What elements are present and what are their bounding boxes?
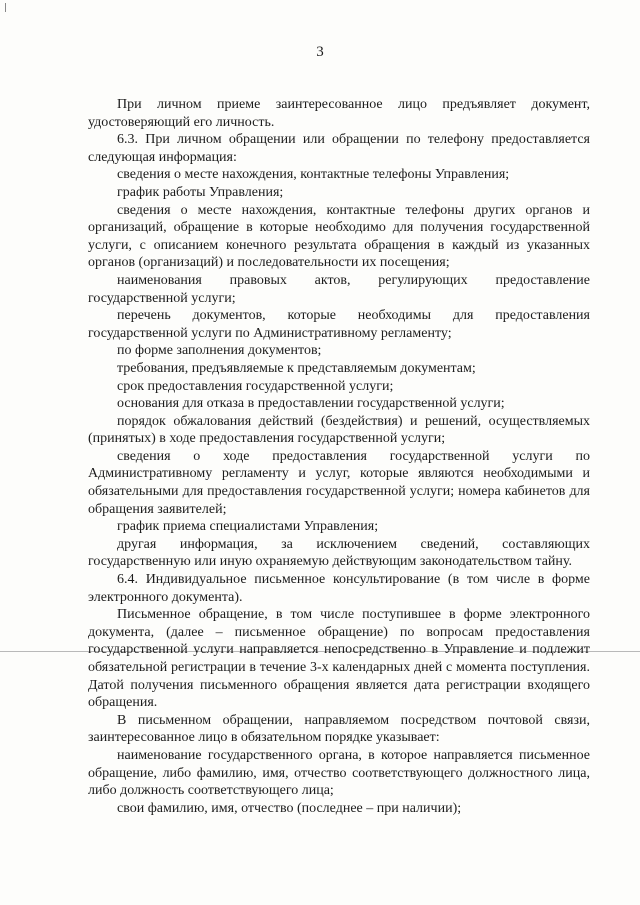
paragraph: сведения о месте нахождения, контактные телефоны Управления; bbox=[117, 167, 510, 183]
paragraph: свои фамилию, имя, отчество (последнее – при наличии); bbox=[117, 800, 462, 816]
scan-edge-mark bbox=[5, 3, 6, 12]
paragraph: 6.3. При личном обращении или обращении по телефону предоставляется следующая информация: bbox=[88, 132, 590, 165]
paragraph: по форме заполнения документов; bbox=[117, 343, 322, 359]
paragraph: другая информация, за исключением сведений, составляющих государственную или иную охраняемую действующим законодательством тайну. bbox=[88, 536, 590, 570]
paragraph: Письменное обращение, в том числе поступившее в форме электронного документа, (далее – письменное обращение) по вопросам предоставления государственной услуги направляется непосредственно в Управление и подлежит обязательной регистрации в течение 3-х календарных дней с момента поступления. Датой получения письменного обращения является дата регистрации входящего обращения. bbox=[88, 607, 590, 711]
paragraph: наименования правовых актов, регулирующих предоставление государственной услуги; bbox=[88, 272, 590, 306]
paragraph: срок предоставления государственной услуги; bbox=[117, 378, 394, 394]
paragraph: В письменном обращении, направляемом посредством почтовой связи, заинтересованное лицо в обязательном порядке указывает: bbox=[88, 712, 590, 746]
paragraph: требования, предъявляемые к представляемым документам; bbox=[117, 360, 476, 376]
paragraph: перечень документов, которые необходимы для предоставления государственной услуги по Административному регламенту; bbox=[88, 308, 590, 341]
paragraph: график работы Управления; bbox=[117, 184, 284, 200]
paragraph: При личном приеме заинтересованное лицо предъявляет документ, удостоверяющий его личность. bbox=[88, 97, 590, 130]
paragraph: сведения о ходе предоставления государственной услуги по Административному регламенту и услуг, которые являются необходимыми и обязательными для предоставления государственной услуги; номера кабинетов для обращения заявителей; bbox=[88, 448, 590, 517]
page-number: 3 bbox=[316, 44, 324, 60]
document-body bbox=[88, 96, 590, 817]
paragraph: сведения о месте нахождения, контактные телефоны других органов и организаций, обращение в которые необходимо для получения государственной услуги, с описанием конечного результата обращения в каждый из указанных органов (организаций) и последовательности их посещения; bbox=[88, 202, 590, 271]
paragraph: основания для отказа в предоставлении государственной услуги; bbox=[117, 396, 505, 412]
paragraph: наименование государственного органа, в которое направляется письменное обращение, либо фамилию, имя, отчество соответствующего должностного лица, либо должность соответствующего лица; bbox=[88, 747, 590, 799]
paragraph: 6.4. Индивидуальное письменное консультирование (в том числе в форме электронного документа). bbox=[88, 572, 590, 605]
paragraph: порядок обжалования действий (бездействия) и решений, осуществляемых (принятых) в ходе предоставления государственной услуги; bbox=[88, 413, 590, 447]
paragraph: график приема специалистами Управления; bbox=[117, 519, 379, 535]
